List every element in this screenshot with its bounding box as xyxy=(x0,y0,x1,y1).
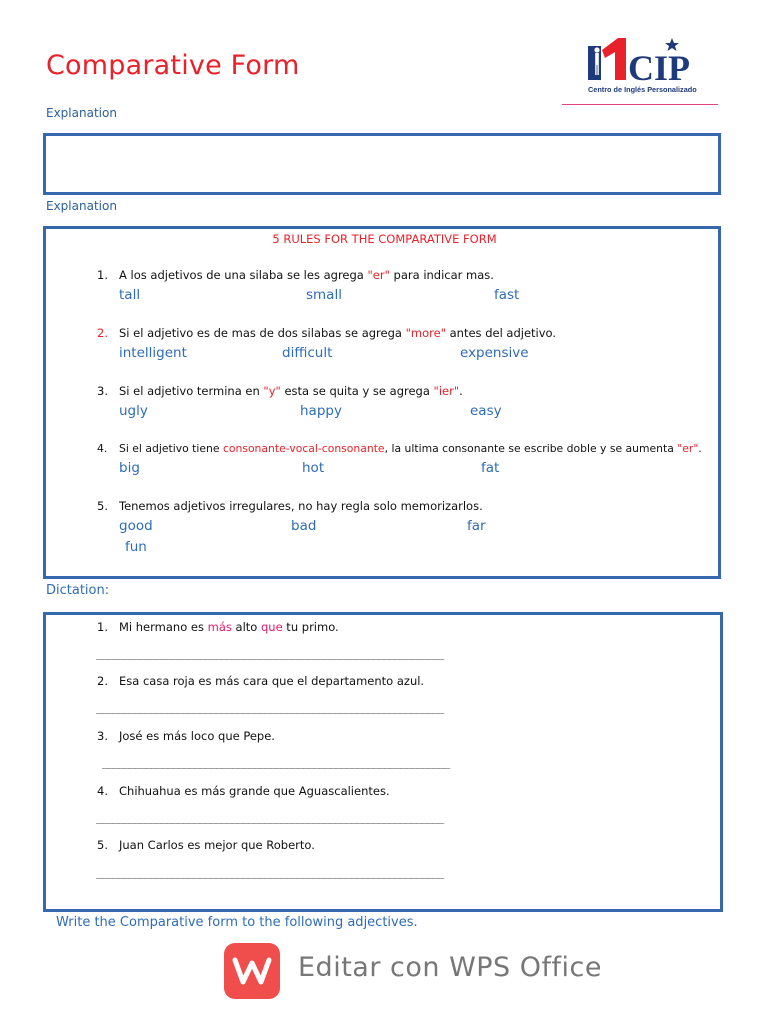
rule-2-example-3: expensive xyxy=(460,345,529,361)
logo-text: CIP xyxy=(628,48,690,88)
rule-highlight: consonante-vocal-consonante xyxy=(222,442,385,455)
wps-office-icon[interactable] xyxy=(224,943,280,999)
rule-number: 4. xyxy=(97,442,108,455)
dictation-item-1: 1. Mi hermano es más alto que tu primo. xyxy=(97,620,339,634)
dictation-number: 2. xyxy=(97,674,108,688)
wps-edit-link[interactable]: Editar con WPS Office xyxy=(298,952,602,983)
rule-5-example-4: fun xyxy=(125,539,147,555)
rule-1-example-3: fast xyxy=(494,287,520,303)
dictation-item-4: 4. Chihuahua es más grande que Aguascalientes. xyxy=(97,784,390,798)
rule-1-example-1: tall xyxy=(119,287,141,303)
dictation-item-5: 5. Juan Carlos es mejor que Roberto. xyxy=(97,838,315,852)
rule-2-example-2: difficult xyxy=(282,345,333,361)
logo-subtitle: Centro de Inglés Personalizado xyxy=(588,85,697,94)
dictation-highlight: que xyxy=(260,620,283,634)
section-label-explanation-1: Explanation xyxy=(46,106,117,120)
rule-highlight: "ier" xyxy=(433,384,460,398)
rule-5-example-1: good xyxy=(119,518,153,534)
answer-line-1[interactable]: ________________________________________________________________ xyxy=(96,647,444,660)
rule-3-example-2: happy xyxy=(300,403,342,419)
rule-2: 2. Si el adjetivo es de mas de dos silabas se agrega "more" antes del adjetivo. xyxy=(97,326,557,340)
rule-5-example-3: far xyxy=(467,518,486,534)
rule-4-example-1: big xyxy=(119,460,140,476)
explanation-box-empty xyxy=(43,133,721,195)
dictation-item-2: 2. Esa casa roja es más cara que el departamento azul. xyxy=(97,674,425,688)
rule-number: 1. xyxy=(97,268,108,282)
answer-line-2[interactable]: ________________________________________________________________ xyxy=(96,701,444,714)
rule-5: 5. Tenemos adjetivos irregulares, no hay regla solo memorizarlos. xyxy=(97,499,483,513)
rules-title: 5 RULES FOR THE COMPARATIVE FORM xyxy=(272,232,497,246)
logo-underline xyxy=(562,104,718,105)
rule-4-example-3: fat xyxy=(481,460,500,476)
dictation-number: 4. xyxy=(97,784,108,798)
rule-1-example-2: small xyxy=(306,287,342,303)
page-title: Comparative Form xyxy=(46,50,300,81)
instruction-text: Write the Comparative form to the following adjectives. xyxy=(56,915,418,930)
rule-4-example-2: hot xyxy=(302,460,325,476)
rule-number: 5. xyxy=(97,499,108,513)
answer-line-4[interactable]: ________________________________________________________________ xyxy=(96,811,444,824)
rule-3: 3. Si el adjetivo termina en "y" esta se quita y se agrega "ier". xyxy=(97,384,463,398)
rule-4: 4. Si el adjetivo tiene consonante-vocal-consonante, la ultima consonante se escribe doble y se aumenta "er". xyxy=(97,442,702,455)
cip-logo xyxy=(588,36,713,100)
answer-line-5[interactable]: ________________________________________________________________ xyxy=(96,866,444,879)
rule-highlight: "y" xyxy=(263,384,281,398)
rule-1: 1. A los adjetivos de una silaba se les agrega "er" para indicar mas. xyxy=(97,268,494,282)
rule-3-example-1: ugly xyxy=(119,403,148,419)
rule-number: 3. xyxy=(97,384,108,398)
rule-5-example-2: bad xyxy=(291,518,317,534)
rule-3-example-3: easy xyxy=(470,403,502,419)
rule-number: 2. xyxy=(97,326,108,340)
rule-highlight: "more" xyxy=(405,326,446,340)
dictation-number: 1. xyxy=(97,620,108,634)
dictation-highlight: más xyxy=(207,620,232,634)
section-label-explanation-2: Explanation xyxy=(46,199,117,213)
rule-highlight: "er" xyxy=(677,442,699,455)
dictation-item-3: 3. José es más loco que Pepe. xyxy=(97,729,275,743)
dictation-number: 5. xyxy=(97,838,108,852)
answer-line-3[interactable]: ________________________________________________________________ xyxy=(102,756,450,769)
dictation-number: 3. xyxy=(97,729,108,743)
section-label-dictation: Dictation: xyxy=(46,583,110,598)
rule-highlight: "er" xyxy=(367,268,390,282)
rule-2-example-1: intelligent xyxy=(119,345,187,361)
